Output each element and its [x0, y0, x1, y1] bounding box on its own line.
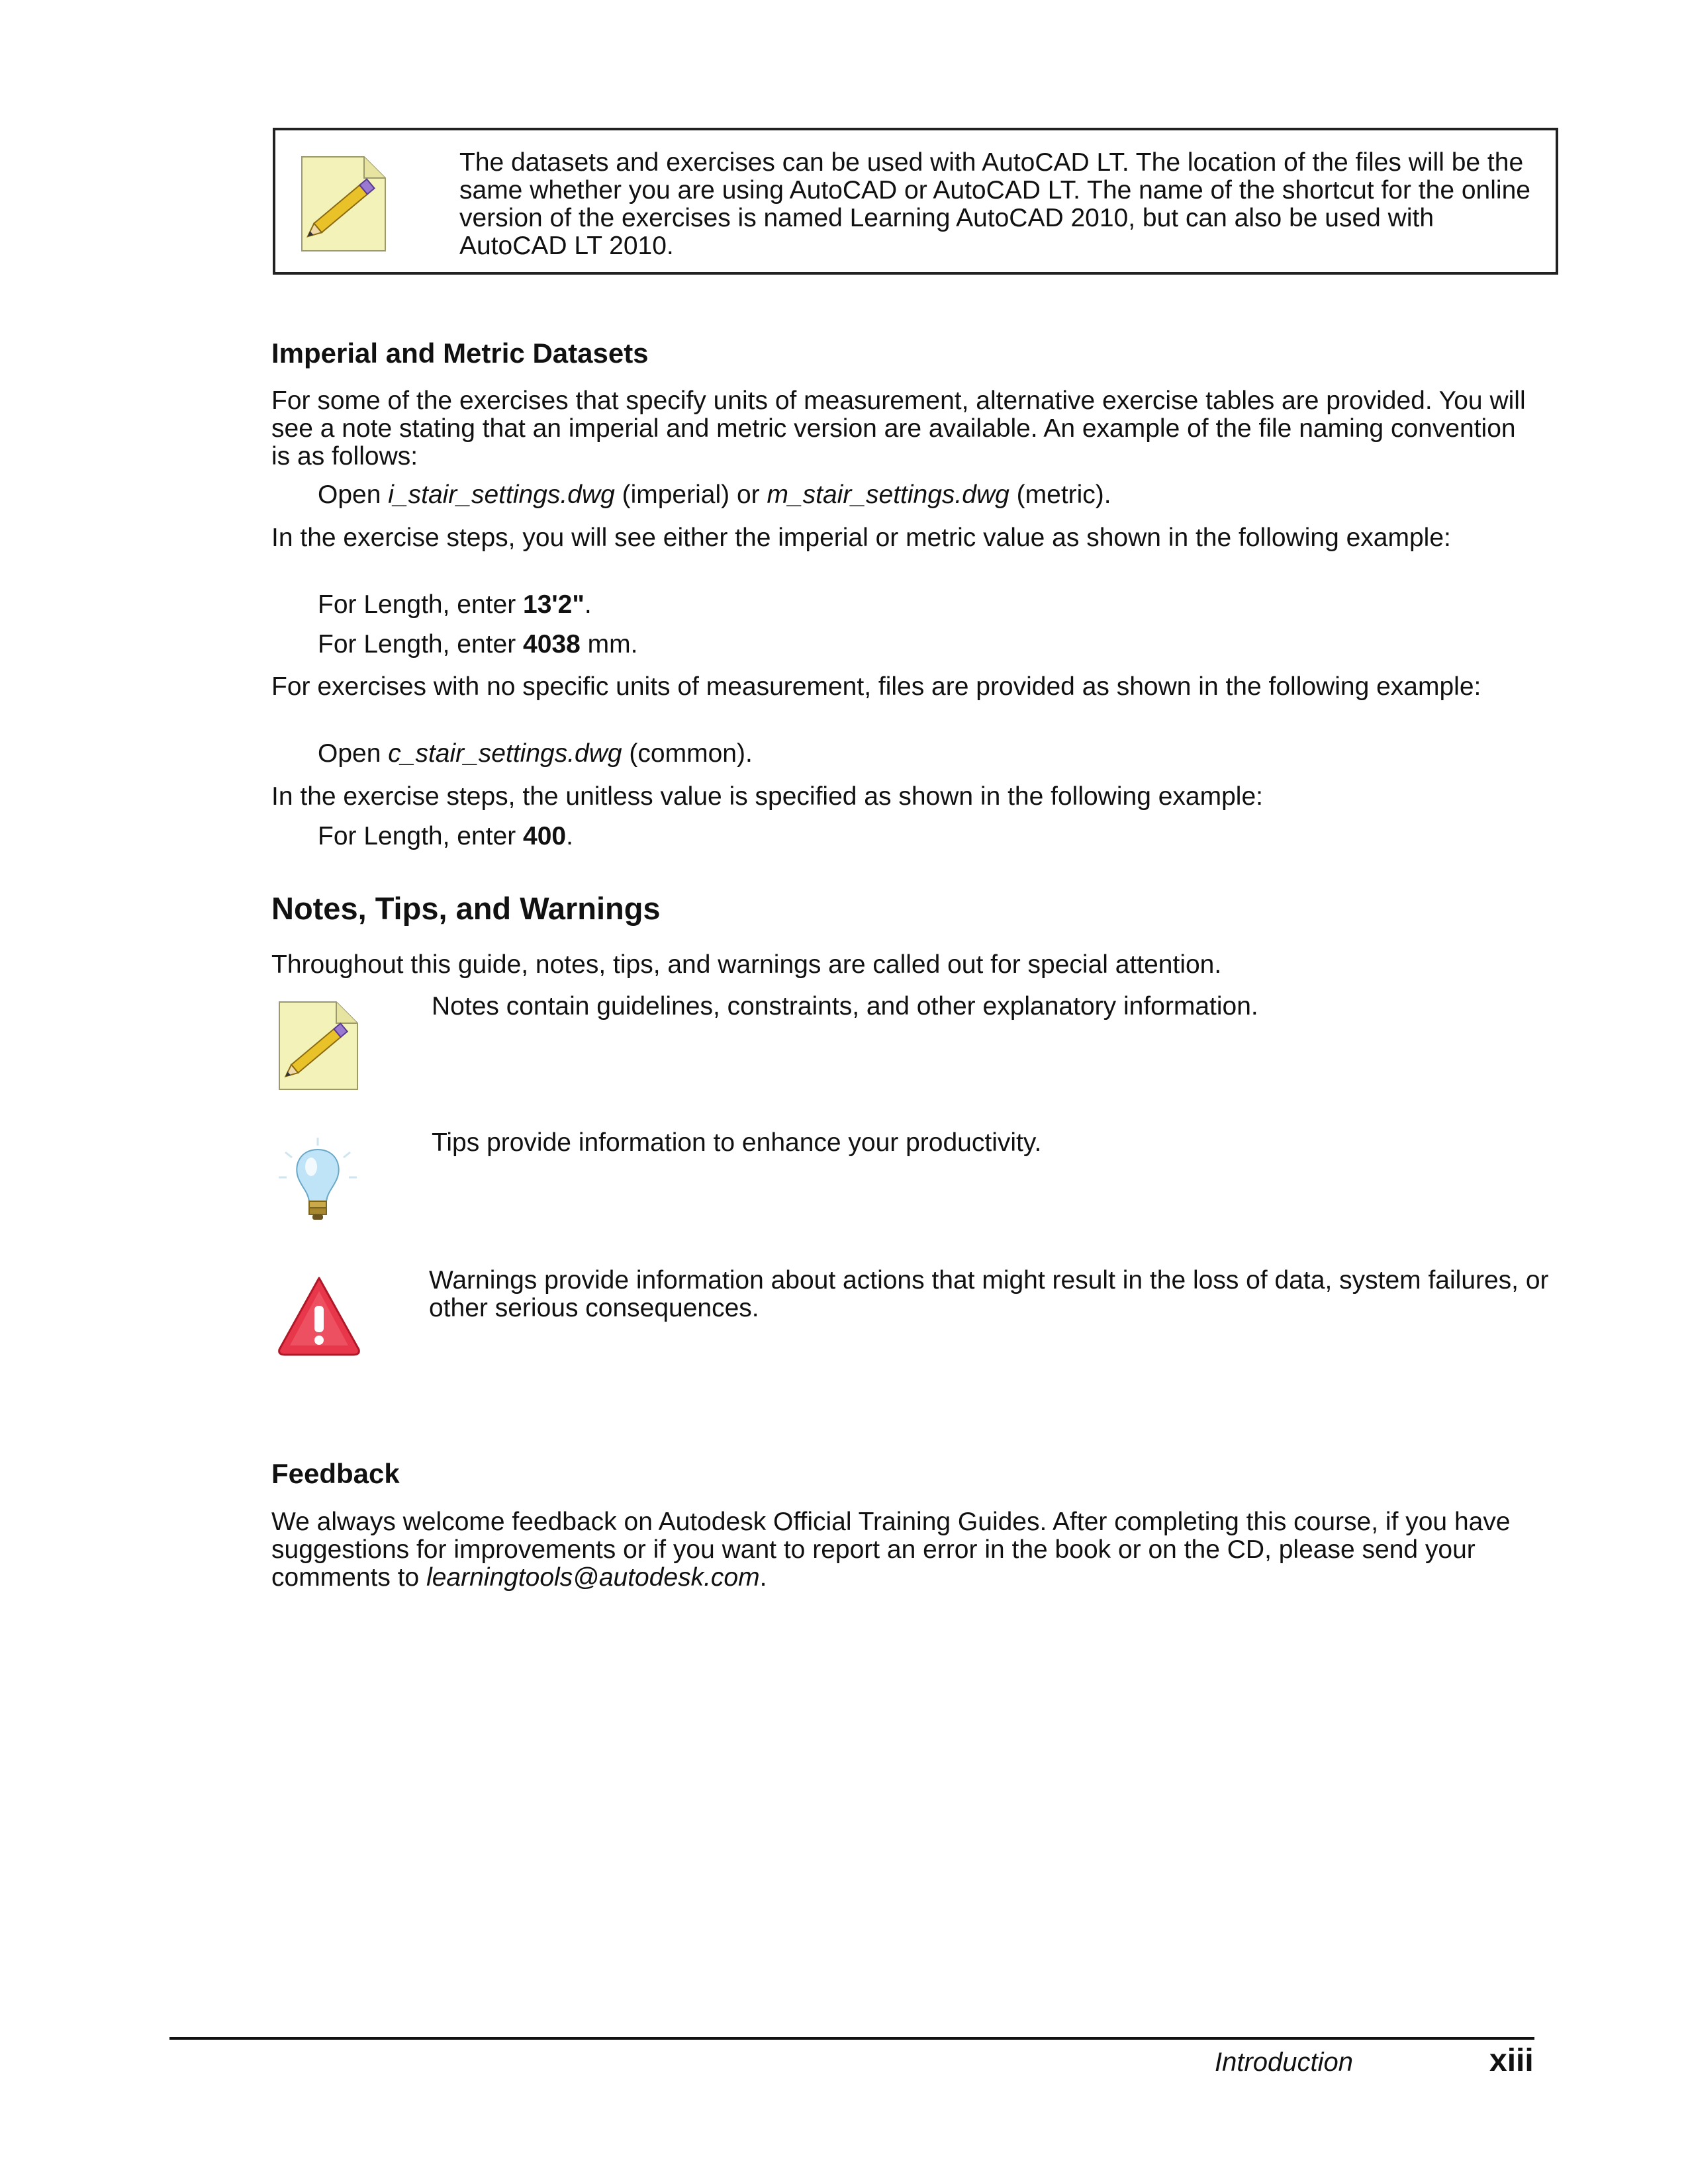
- length-imperial-line: [318, 591, 592, 619]
- open-post: (common).: [622, 739, 753, 768]
- feedback-email: learningtools@autodesk.com: [426, 1563, 760, 1592]
- datasets-heading: Imperial and Metric Datasets: [271, 338, 649, 369]
- page-number: xiii: [1489, 2043, 1534, 2078]
- open-post: (metric).: [1009, 480, 1111, 509]
- common-filename: c_stair_settings.dwg: [388, 739, 622, 768]
- steps-paragraph: In the exercise steps, you will see either the imperial or metric value as shown in the following example:: [271, 523, 1451, 552]
- note-box-text: The datasets and exercises can be used with AutoCAD LT. The location of the files will be the same whether you are using AutoCAD or AutoCAD LT. The name of the shortcut for the online version of the exercises is named Learning AutoCAD 2010, but can also be used with AutoCAD LT 2010.: [459, 148, 1530, 260]
- open-mid: (imperial) or: [614, 480, 767, 509]
- length-unitless-line: [318, 823, 573, 850]
- tips-description: Tips provide information to enhance your productivity.: [432, 1128, 1042, 1157]
- unitless-paragraph: In the exercise steps, the unitless value is specified as shown in the following example:: [271, 782, 1263, 811]
- length-post: mm.: [580, 630, 638, 659]
- metric-filename: m_stair_settings.dwg: [767, 480, 1009, 509]
- open-common-line: [318, 740, 753, 768]
- notes-description: Notes contain guidelines, constraints, and other explanatory information.: [432, 992, 1258, 1021]
- note-box: [273, 128, 1558, 275]
- length-pre: For Length, enter: [318, 590, 524, 619]
- feedback-text: We always welcome feedback on Autodesk Official Training Guides. After completing this course, if you have suggestions for improvements or if you want to report an error in the book or on the CD, please send your comments to: [271, 1508, 1511, 1592]
- note-pencil-icon: [298, 154, 391, 253]
- footer-section-label: Introduction: [1215, 2048, 1354, 2077]
- open-example-line: [318, 481, 1111, 509]
- footer-rule: [169, 2037, 1534, 2040]
- warnings-description: Warnings provide information about actions that might result in the loss of data, system failures, or other serious consequences.: [429, 1266, 1549, 1322]
- datasets-intro: For some of the exercises that specify units of measurement, alternative exercise tables are provided. You will see a note stating that an imperial and metric version are available. An example of the file naming convention is as follows:: [271, 387, 1526, 471]
- length-post: .: [584, 590, 592, 619]
- length-imperial-value: 13'2": [523, 590, 585, 619]
- ntw-heading: Notes, Tips, and Warnings: [271, 891, 661, 926]
- feedback-end: .: [759, 1563, 767, 1592]
- open-pre: Open: [318, 480, 389, 509]
- lightbulb-icon: [275, 1135, 361, 1228]
- imperial-filename: i_stair_settings.dwg: [388, 480, 615, 509]
- length-unitless-value: 400: [523, 822, 567, 850]
- no-units-paragraph: For exercises with no specific units of measurement, files are provided as shown in the following example:: [271, 672, 1481, 701]
- note-pencil-icon: [275, 999, 361, 1092]
- length-pre: For Length, enter: [318, 630, 524, 659]
- warning-icon: [275, 1273, 363, 1359]
- length-metric-line: [318, 631, 637, 659]
- length-post: .: [566, 822, 573, 850]
- open-pre: Open: [318, 739, 389, 768]
- feedback-heading: Feedback: [271, 1458, 400, 1489]
- feedback-paragraph: [271, 1508, 1529, 1592]
- length-metric-value: 4038: [523, 630, 581, 659]
- ntw-intro: Throughout this guide, notes, tips, and warnings are called out for special attention.: [271, 950, 1222, 979]
- length-pre: For Length, enter: [318, 822, 524, 850]
